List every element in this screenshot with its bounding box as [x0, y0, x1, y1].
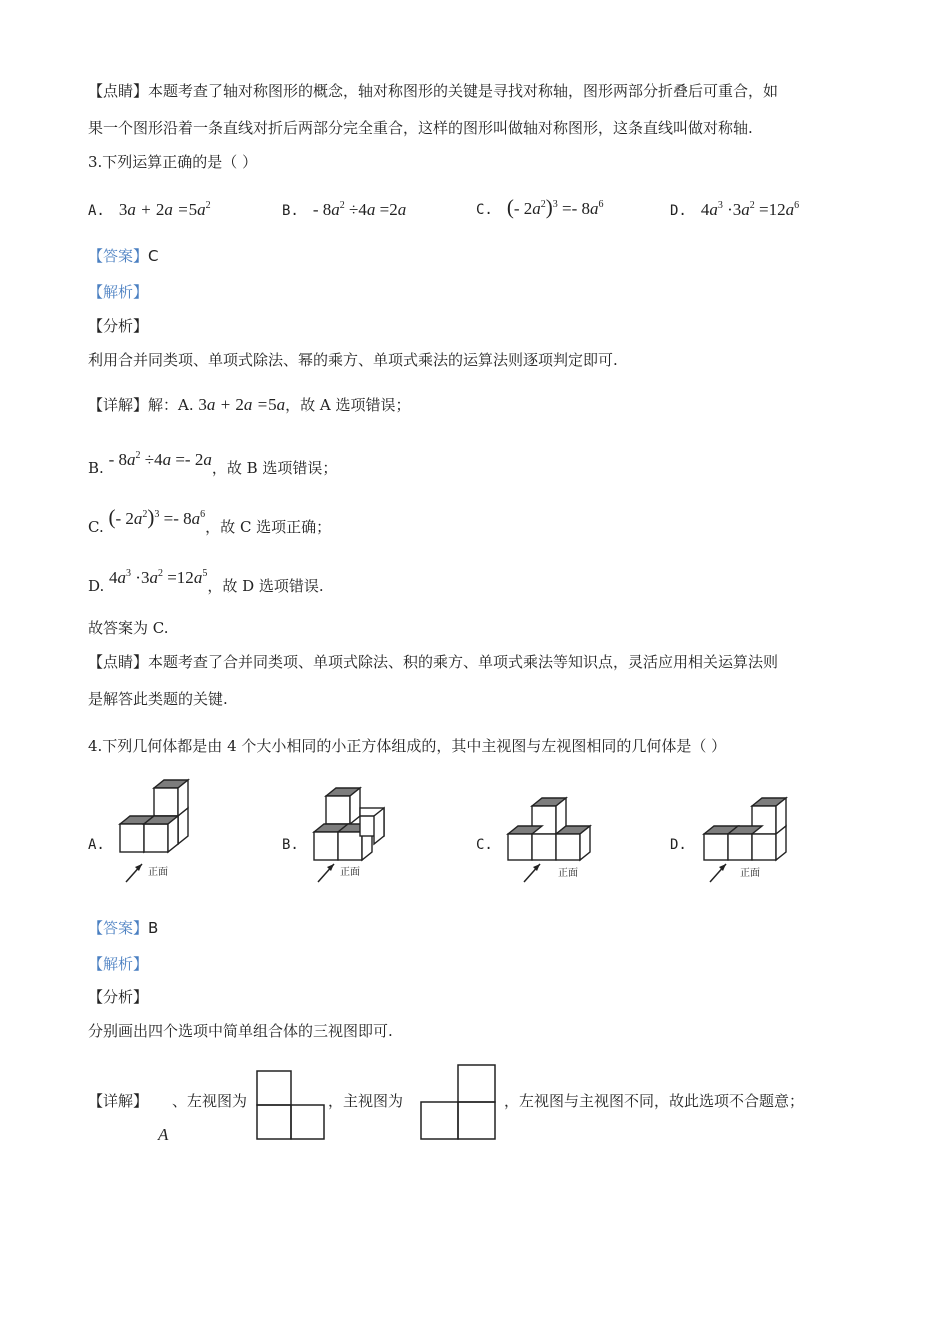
answer-tag: 【答案】 [88, 247, 149, 265]
q4-option-a-label: A. [88, 837, 105, 853]
answer-tag: 【答案】 [88, 919, 149, 937]
front-label: 正面 [558, 868, 578, 879]
q4-detail-mid1: 、左视图为 [172, 1092, 248, 1110]
q3-detail-d [88, 563, 324, 595]
detail-tail: ，故 B 选项错误； [211, 459, 338, 477]
q4-detail-tag: 【详解】 [88, 1092, 149, 1110]
left-view-figure [256, 1070, 326, 1142]
q3-note-line1 [88, 651, 778, 673]
note-text: 本题考查了轴对称图形的概念，轴对称图形的关键是寻找对称轴，图形两部分折叠后可重合，如 [148, 82, 779, 100]
option-expression: $4a^3 \cdot 3a^2 =12a^6$ [700, 200, 800, 219]
option-label: C. [476, 202, 493, 218]
q3-analysis: 利用合并同类项、单项式除法、幂的乘方、单项式乘法的运算法则逐项判定即可. [88, 351, 618, 369]
detail-label: B. [88, 459, 104, 477]
detail-tail: ，故 A 选项错误； [285, 396, 411, 414]
detail-label: D. [88, 577, 105, 595]
q4-option-d-label: D. [670, 837, 687, 853]
q4-option-a-figure [108, 780, 218, 890]
detail-tail: ，故 D 选项错误. [207, 577, 324, 595]
option-expression: - $8a^2 \div 4a =2a$ [312, 200, 407, 219]
detail-tag: 【详解】 [88, 396, 149, 414]
q4-option-c-label: C. [476, 837, 493, 853]
q4-analysis: 分别画出四个选项中简单组合体的三视图即可. [88, 1022, 393, 1040]
q4-detail-mid2: ，主视图为 [328, 1092, 404, 1110]
q4-option-b-figure [304, 780, 414, 890]
detail-tail: ，故 C 选项正确； [205, 518, 332, 536]
detail-prefix: 解：A. [148, 396, 194, 414]
front-label: 正面 [340, 867, 360, 878]
option-expression: $3a + 2a =5a^2$ [118, 200, 211, 219]
answer-value: C [148, 247, 159, 265]
q3-detail-c [88, 504, 332, 536]
q3-jiexi-tag: 【解析】 [88, 283, 149, 301]
q3-note-line2: 是解答此类题的关键. [88, 690, 228, 708]
q3-fenxi-tag: 【分析】 [88, 317, 149, 335]
q4-option-b-label: B. [282, 837, 299, 853]
detail-expression: - $8a^2 \div 4a =- 2a$ [108, 450, 212, 469]
q4-option-d-figure [700, 790, 810, 890]
option-expression: (- $2a^2)^3 =- 8a^6$ [506, 195, 604, 219]
front-label: 正面 [740, 868, 760, 879]
note-text: 本题考查了合并同类项、单项式除法、积的乘方、单项式乘法等知识点，灵活应用相关运算法则 [148, 653, 779, 671]
q3-conclusion: 故答案为 C. [88, 619, 169, 637]
option-label: B. [282, 203, 299, 219]
option-label: A. [88, 203, 105, 219]
answer-value: B [148, 919, 159, 937]
note-tag: 【点睛】 [88, 82, 149, 100]
q4-option-c-figure [500, 790, 610, 890]
detail-expression: (- $2a^2)^3 =- 8a^6$ [108, 505, 206, 529]
q4-detail-tail: ，左视图与主视图不同，故此选项不合题意； [504, 1092, 805, 1110]
front-label: 正面 [148, 867, 168, 878]
question-3-title: 3.下列运算正确的是（ ） [88, 153, 258, 171]
q4-answer [88, 917, 158, 939]
note-paragraph-line1 [88, 80, 778, 102]
detail-expression: $4a^3 \cdot 3a^2 =12a^5$ [109, 568, 208, 587]
front-view-figure [420, 1064, 498, 1142]
option-letter-a: A [158, 1125, 169, 1144]
q3-detail-b [88, 445, 338, 477]
note-paragraph-line2 [88, 117, 753, 139]
q3-option-a [88, 200, 211, 220]
note-tag: 【点睛】 [88, 653, 149, 671]
option-label: D. [670, 203, 687, 219]
q3-answer [88, 245, 159, 267]
question-4-title: 4.下列几何体都是由 4 个大小相同的小正方体组成的，其中主视图与左视图相同的几何体是（ ） [88, 737, 727, 755]
q3-detail-a [88, 394, 411, 416]
detail-label: C. [88, 518, 104, 536]
q4-fenxi-tag: 【分析】 [88, 988, 149, 1006]
detail-expression: 3a + 2a =5a [198, 395, 286, 414]
q3-option-c [476, 195, 604, 220]
q3-option-b [282, 200, 406, 220]
q3-option-d [670, 200, 799, 220]
q4-jiexi-tag: 【解析】 [88, 955, 149, 973]
note-text: 果一个图形沿着一条直线对折后两部分完全重合，这样的图形叫做轴对称图形，这条直线叫做对称轴. [88, 119, 753, 137]
